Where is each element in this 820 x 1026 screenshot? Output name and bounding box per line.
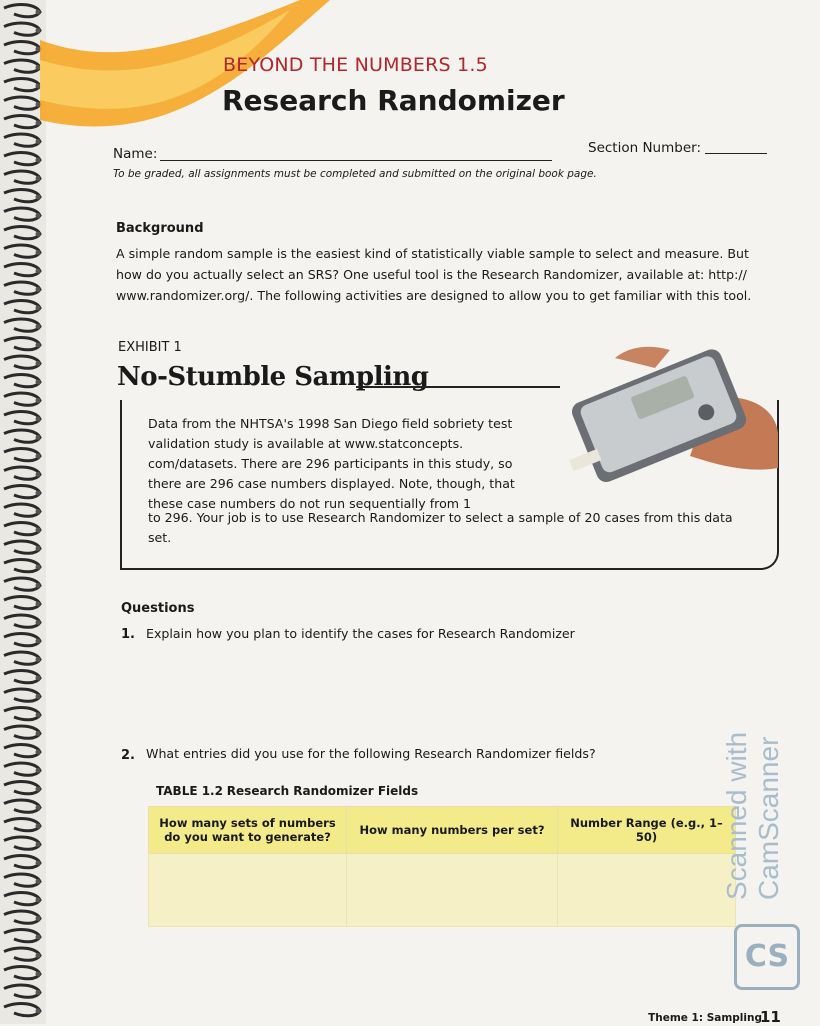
spiral-hole [36, 213, 41, 218]
spiral-hole [36, 935, 41, 940]
exhibit-title: No-Stumble Sampling [117, 362, 429, 392]
spiral-hole [36, 787, 41, 792]
watermark-line-1: Scanned with [721, 731, 752, 900]
page-number: 11 [760, 1008, 781, 1026]
camscanner-watermark [721, 731, 798, 905]
spiral-hole [36, 509, 41, 514]
table-caption [156, 784, 418, 798]
spiral-hole [36, 972, 41, 977]
grading-note: To be graded, all assignments must be completed and submitted on the original book page. [113, 168, 597, 180]
name-label: Name: [113, 146, 158, 162]
spiral-hole [36, 676, 41, 681]
spiral-hole [36, 343, 41, 348]
spiral-hole [36, 639, 41, 644]
spiral-hole [36, 750, 41, 755]
exhibit-text-part2: to 296. Your job is to use Research Randomizer to select a sample of 20 cases from this data set. [148, 510, 733, 545]
watermark-line-2: CamScanner [753, 736, 784, 900]
spiral-hole [36, 306, 41, 311]
spiral-hole [36, 287, 41, 292]
table-cell-number-range-answer[interactable] [558, 854, 736, 927]
spiral-hole [36, 398, 41, 403]
breathalyzer-device-image [560, 338, 778, 488]
question-2-number: 2. [121, 748, 135, 763]
spiral-hole [36, 324, 41, 329]
spiral-hole [36, 195, 41, 200]
page-title: Research Randomizer [222, 84, 565, 117]
table-cell-sets-answer[interactable] [149, 854, 347, 927]
section-kicker: BEYOND THE NUMBERS 1.5 [223, 54, 488, 76]
table-header-sets: How many sets of numbers do you want to generate? [149, 807, 347, 854]
spiral-hole [36, 879, 41, 884]
spiral-hole [36, 528, 41, 533]
spiral-hole [36, 602, 41, 607]
spiral-hole [36, 472, 41, 477]
table-caption-text: Research Randomizer Fields [226, 784, 419, 798]
spiral-hole [36, 805, 41, 810]
spiral-hole [36, 491, 41, 496]
exhibit-text-part1: Data from the NHTSA's 1998 San Diego field sobriety test validation study is available at www.statconcepts. com/datasets. There are 296 participants in this study, so there are 296 case numbers displayed. Note, though, that these case numbers do not run sequentially from 1 [148, 416, 515, 511]
spiral-hole [36, 953, 41, 958]
spiral-hole [36, 916, 41, 921]
table-caption-number: TABLE 1.2 [156, 784, 223, 798]
spiral-hole [36, 898, 41, 903]
spiral-hole [36, 361, 41, 366]
spiral-hole [36, 1009, 41, 1014]
section-number-field-line[interactable] [705, 153, 767, 154]
footer-theme: Theme 1: Sampling [648, 1012, 762, 1024]
spiral-hole [36, 232, 41, 237]
spiral-hole [36, 269, 41, 274]
spiral-hole [36, 583, 41, 588]
spiral-hole [36, 657, 41, 662]
table-header-number-range: Number Range (e.g., 1–50) [558, 807, 736, 854]
spiral-hole [36, 435, 41, 440]
question-2-text: What entries did you use for the following Research Randomizer fields? [146, 746, 596, 761]
spiral-hole [36, 842, 41, 847]
spiral-hole [36, 824, 41, 829]
background-heading: Background [116, 221, 204, 236]
exhibit-label: EXHIBIT 1 [118, 340, 182, 355]
spiral-hole [36, 250, 41, 255]
question-1-text: Explain how you plan to identify the cases for Research Randomizer [146, 626, 575, 641]
question-1-number: 1. [121, 627, 135, 642]
spiral-hole [36, 565, 41, 570]
table-header-numbers-per-set: How many numbers per set? [347, 807, 558, 854]
camscanner-logo: CS [734, 924, 800, 990]
spiral-hole [36, 713, 41, 718]
spiral-hole [36, 694, 41, 699]
spiral-hole [36, 731, 41, 736]
name-field-line[interactable] [160, 160, 552, 161]
questions-heading: Questions [121, 601, 195, 616]
table-cell-numbers-per-set-answer[interactable] [347, 854, 558, 927]
spiral-hole [36, 546, 41, 551]
randomizer-fields-table [148, 806, 736, 927]
spiral-hole [36, 417, 41, 422]
spiral-hole [36, 768, 41, 773]
spiral-hole [36, 454, 41, 459]
background-text: A simple random sample is the easiest kind of statistically viable sample to select and measure. But how do you actually select an SRS? One useful tool is the Research Randomizer, available at: http:// www.randomizer.org/. The following activities are designed to allow you to get familiar with this tool. [116, 246, 752, 303]
spiral-hole [36, 990, 41, 995]
spiral-hole [36, 861, 41, 866]
section-number-label: Section Number: [588, 140, 701, 156]
exhibit-title-rule [356, 386, 560, 388]
spiral-hole [36, 620, 41, 625]
spiral-hole [36, 380, 41, 385]
